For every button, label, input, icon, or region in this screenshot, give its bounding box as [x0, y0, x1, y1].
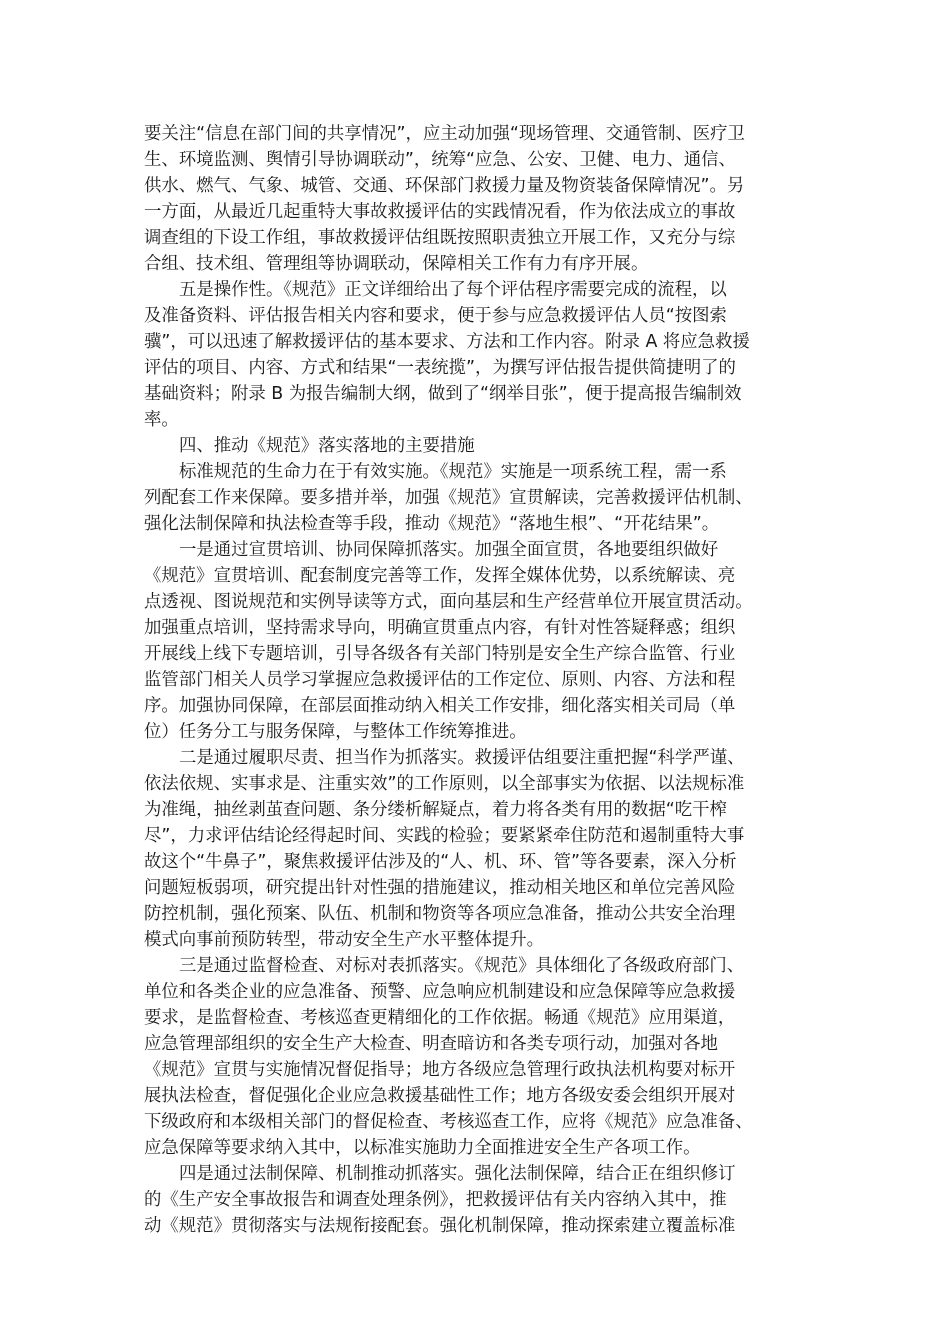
text-line: 要求，是监督检查、考核巡查更精细化的工作依据。畅通《规范》应用渠道， [144, 1008, 736, 1028]
text-line: 开展线上线下专题培训，引导各级各有关部门特别是安全生产综合监管、行业 [144, 644, 736, 664]
document-body [144, 121, 806, 1239]
text-line: 防控机制，强化预案、队伍、机制和物资等各项应急准备，推动公共安全治理 [144, 904, 736, 924]
text-line: 供水、燃气、气象、城管、交通、环保部门救援力量及物资装备保障情况”。另 [144, 176, 745, 196]
text-line: 率。 [144, 410, 179, 430]
text-line: 应急管理部组织的安全生产大检查、明查暗访和各类专项行动，加强对各地 [144, 1034, 718, 1054]
text-line: 依法依规、实事求是、注重实效”的工作原则，以全部事实为依据、以法规标准 [144, 774, 745, 794]
paragraph-first-line: 二是通过履职尽责、担当作为抓落实。救援评估组要注重把握“科学严谨、 [179, 748, 745, 768]
paragraph-first-line: 五是操作性。《规范》正文详细给出了每个评估程序需要完成的流程，以 [179, 280, 727, 300]
text-line: 一方面，从最近几起重特大事故救援评估的实践情况看，作为依法成立的事故 [144, 202, 736, 222]
text-line: 单位和各类企业的应急准备、预警、应急响应机制建设和应急保障等应急救援 [144, 982, 736, 1002]
text-line: 加强重点培训，坚持需求导向，明确宣贯重点内容，有针对性答疑释惑；组织 [144, 618, 736, 638]
text-line: 位）任务分工与服务保障，与整体工作统筹推进。 [144, 722, 527, 742]
text-line: 《规范》宣贯与实施情况督促指导；地方各级应急管理行政执法机构要对标开 [144, 1060, 736, 1080]
text-line: 基础资料；附录 B 为报告编制大纲，做到了“纲举目张”，便于提高报告编制效 [144, 384, 742, 404]
text-line: 强化法制保障和执法检查等手段，推动《规范》“落地生根”、“开花结果”。 [144, 514, 720, 534]
text-line: 骥”，可以迅速了解救援评估的基本要求、方法和工作内容。附录 A 将应急救援 [144, 332, 750, 352]
text-line: 要关注“信息在部门间的共享情况”，应主动加强“现场管理、交通管制、医疗卫 [144, 124, 745, 144]
text-line: 动《规范》贯彻落实与法规衔接配套。强化机制保障，推动探索建立覆盖标准 [144, 1216, 736, 1236]
text-line: 生、环境监测、舆情引导协调联动”，统筹“应急、公安、卫健、电力、通信、 [144, 150, 736, 170]
paragraph-first-line: 标准规范的生命力在于有效实施。《规范》实施是一项系统工程，需一系 [179, 462, 727, 482]
text-line: 点透视、图说规范和实例导读等方式，面向基层和生产经营单位开展宣贯活动。 [144, 592, 753, 612]
text-line: 模式向事前预防转型，带动安全生产水平整体提升。 [144, 930, 544, 950]
paragraph-first-line: 三是通过监督检查、对标对表抓落实。《规范》具体细化了各级政府部门、 [179, 956, 745, 976]
text-line: 监管部门相关人员学习掌握应急救援评估的工作定位、原则、内容、方法和程 [144, 670, 736, 690]
text-line: 下级政府和本级相关部门的督促检查、考核巡查工作，应将《规范》应急准备、 [144, 1112, 753, 1132]
section-heading: 四、推动《规范》落实落地的主要措施 [179, 436, 475, 456]
text-line: 列配套工作来保障。要多措并举，加强《规范》宣贯解读，完善救援评估机制、 [144, 488, 753, 508]
text-line: 调查组的下设工作组，事故救援评估组既按照职责独立开展工作，又充分与综 [144, 228, 736, 248]
text-line: 合组、技术组、管理组等协调联动，保障相关工作有力有序开展。 [144, 254, 649, 274]
text-line: 《规范》宣贯培训、配套制度完善等工作，发挥全媒体优势，以系统解读、亮 [144, 566, 736, 586]
text-line: 展执法检查，督促强化企业应急救援基础性工作；地方各级安委会组织开展对 [144, 1086, 736, 1106]
text-line: 的《生产安全事故报告和调查处理条例》，把救援评估有关内容纳入其中，推 [144, 1190, 727, 1210]
text-line: 序。加强协同保障，在部层面推动纳入相关工作安排，细化落实相关司局（单 [144, 696, 736, 716]
paragraph-first-line: 四是通过法制保障、机制推动抓落实。强化法制保障，结合正在组织修订 [179, 1164, 736, 1184]
paragraph-first-line: 一是通过宣贯培训、协同保障抓落实。加强全面宣贯，各地要组织做好 [179, 540, 719, 560]
text-line: 故这个“牛鼻子”，聚焦救援评估涉及的“人、机、环、管”等各要素，深入分析 [144, 852, 737, 872]
text-line: 评估的项目、内容、方式和结果“一表统揽”，为撰写评估报告提供简捷明了的 [144, 358, 736, 378]
text-line: 为准绳，抽丝剥茧查问题、条分缕析解疑点，着力将各类有用的数据“吃干榨 [144, 800, 727, 820]
text-line: 及准备资料、评估报告相关内容和要求，便于参与应急救援评估人员“按图索 [144, 306, 727, 326]
text-line: 应急保障等要求纳入其中，以标准实施助力全面推进安全生产各项工作。 [144, 1138, 701, 1158]
text-line: 问题短板弱项，研究提出针对性强的措施建议，推动相关地区和单位完善风险 [144, 878, 736, 898]
text-line: 尽”，力求评估结论经得起时间、实践的检验；要紧紧牵住防范和遏制重特大事 [144, 826, 745, 846]
